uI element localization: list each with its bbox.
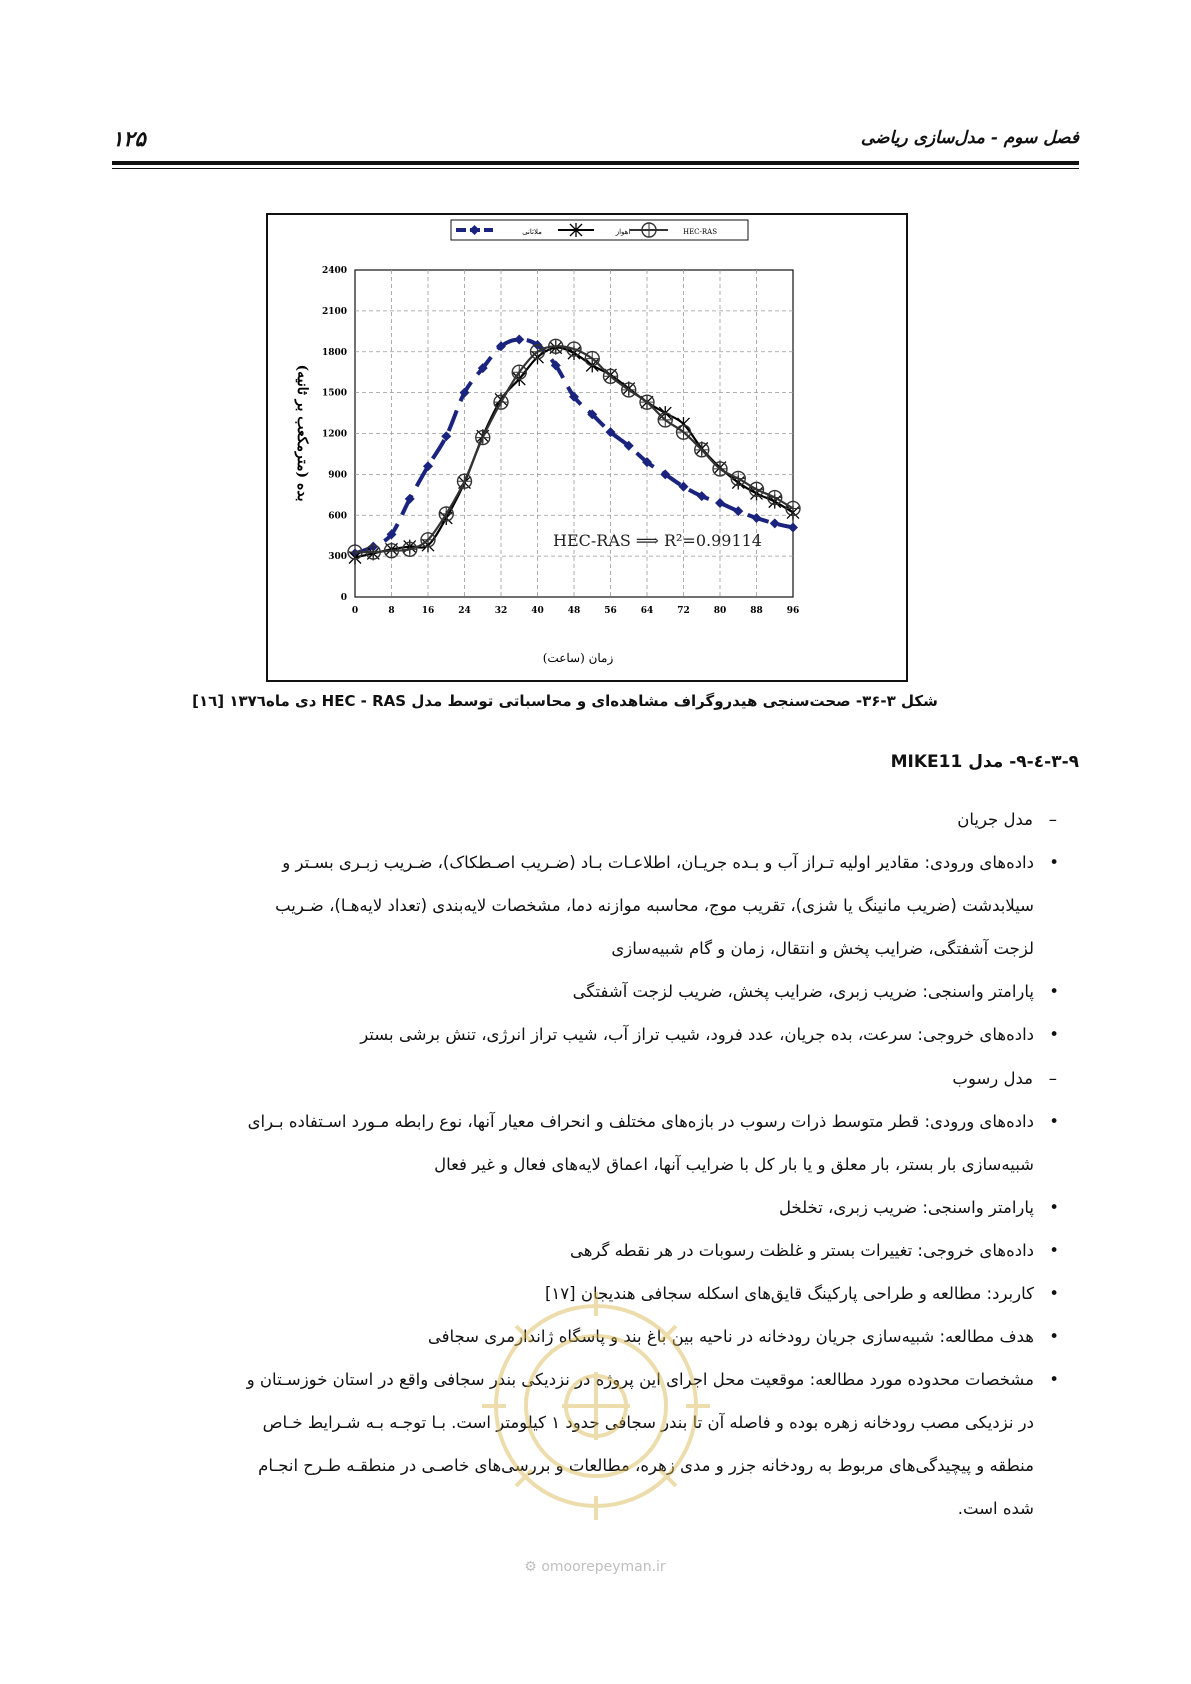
axis-ticks xyxy=(322,266,799,616)
study-goal: • هدف مطالعه: شبیه‌سازی جریان رودخانه در ناحیه بین باغ بند و پاسگاه ژاندارمری سجافی xyxy=(427,1327,1034,1346)
chapter-title: فصل سوم - مدل‌سازی ریاضی xyxy=(860,128,1079,148)
y-tick-label: 2100 xyxy=(321,306,347,317)
study-area-line-3: منطقه و پیچیدگی‌های مربوط به رودخانه جزر و مدی زهره، مطالعات و بررسی‌های خاصـی در منطقـه طـرح انجـام xyxy=(258,1456,1034,1475)
diamond-point xyxy=(770,518,780,528)
study-area-line-4: شده است. xyxy=(957,1499,1034,1518)
chart-legend xyxy=(451,220,748,240)
x-tick-label: 72 xyxy=(677,606,690,616)
sediment-output: • داده‌های خروجی: تغییرات بستر و غلظت رسوبات در هر نقطه گرهی xyxy=(569,1241,1034,1260)
x-tick-label: 80 xyxy=(713,606,727,616)
x-tick-label: 96 xyxy=(786,606,800,616)
list-item xyxy=(117,1100,1079,1186)
series-2 xyxy=(348,339,800,559)
flow-model-block xyxy=(117,798,1079,1056)
page-number: ۱۲۵ xyxy=(112,126,146,151)
sediment-input-line-2: شبیه‌سازی بار بستر، بار معلق و یا بار کل با ضرایب آنها، اعماق لایه‌های فعال و غیر فعال xyxy=(434,1155,1034,1174)
legend-label: اهواز xyxy=(615,228,631,236)
x-tick-label: 16 xyxy=(421,606,435,616)
watermark-url: ⚙ omoorepeyman.ir xyxy=(524,1559,666,1575)
section-heading: ۳-۹-٤-۹- مدل MIKE11 xyxy=(890,752,1079,772)
header-rule-thin xyxy=(112,168,1079,169)
flow-calibration: • پارامتر واسنجی: ضریب زبری، ضرایب پخش، ضریب لزجت آشفتگی xyxy=(572,982,1034,1001)
study-area-line-1: • مشخصات محدوده مورد مطالعه: موقعیت محل اجرای این پروژه در نزدیکی بندر سجافی واقع در استان خوزسـتان و xyxy=(246,1370,1034,1389)
y-tick-label: 2400 xyxy=(321,266,347,276)
diamond-point xyxy=(514,334,524,344)
gear-logo-icon xyxy=(462,1272,730,1540)
legend-label: ملاثانی xyxy=(522,228,542,236)
header-rule-thick xyxy=(112,161,1079,165)
sediment-model-title-text: مدل رسوب xyxy=(952,1069,1033,1088)
y-tick-label: 900 xyxy=(328,470,347,481)
y-tick-label: 1800 xyxy=(321,347,347,358)
x-tick-label: 8 xyxy=(388,606,395,616)
study-area-line-2: در نزدیکی مصب رودخانه زهره بوده و فاصله آن تا بندر سجافی حدود ۱ کیلومتر است. بـا توجـه بـه شـرایط خـاص xyxy=(262,1413,1034,1432)
y-tick-label: 300 xyxy=(328,552,347,563)
flow-model-title: – مدل جریان xyxy=(957,810,1057,829)
list-item xyxy=(117,841,1079,970)
x-axis-label: زمان (ساعت) xyxy=(542,651,614,665)
sediment-model-title: – مدل رسوب xyxy=(952,1069,1057,1088)
x-tick-label: 56 xyxy=(604,606,617,616)
flow-input-line-3: لزجت آشفتگی، ضرایب پخش و انتقال، زمان و گام شبیه‌سازی xyxy=(611,939,1034,958)
x-tick-label: 48 xyxy=(567,606,581,616)
flow-input-line-1: • داده‌های ورودی: مقادیر اولیه تـراز آب و بـده جریـان، اطلاعـات بـاد (ضـریب اصـطکاک)، ضـریب زبـری بسـتر و xyxy=(282,853,1034,872)
flow-output: • داده‌های خروجی: سرعت، بده جریان، عدد فرود، شیب تراز آب، شیب تراز انرژی، تنش برشی بستر xyxy=(360,1025,1034,1044)
flow-input-line-2: سیلابدشت (ضریب مانینگ یا شزی)، تقریب موج، محاسبه موازنه دما، مشخصات لایه‌بندی (تعداد لایه‌هـا)، ضـریب xyxy=(275,896,1034,915)
y-tick-label: 1500 xyxy=(321,388,347,399)
watermark-logo xyxy=(462,1272,730,1540)
y-axis-label: بده (مترمکعب بر ثانیه) xyxy=(294,364,310,502)
flow-model-title-text: مدل جریان xyxy=(957,810,1033,829)
x-tick-label: 32 xyxy=(494,606,508,616)
legend-label: HEC-RAS xyxy=(682,228,718,236)
x-tick-label: 24 xyxy=(458,606,471,616)
y-tick-label: 600 xyxy=(328,511,347,522)
y-tick-label: 0 xyxy=(340,593,347,603)
list-item xyxy=(117,1186,1079,1229)
watermark-url-text: omoorepeyman.ir xyxy=(541,1559,666,1575)
diamond-point xyxy=(752,513,762,523)
sediment-calibration: • پارامتر واسنجی: ضریب زبری، تخلخل xyxy=(778,1198,1034,1217)
figure-frame xyxy=(266,213,908,682)
x-tick-label: 40 xyxy=(531,606,544,616)
x-tick-label: 64 xyxy=(640,606,654,616)
list-item xyxy=(117,970,1079,1013)
list-item xyxy=(117,1229,1079,1272)
figure-caption: شکل ۳-۳۶- صحت‌سنجی هیدروگراف مشاهده‌ای و محاسباتی توسط مدل HEC - RAS دی ماه۱۳۷٦ [١٦] xyxy=(192,692,938,710)
list-item xyxy=(117,1013,1079,1056)
sediment-input-line-1: • داده‌های ورودی: قطر متوسط ذرات رسوب در بازه‌های مختلف و انحراف معیار آنها، نوع رابطه مـورد اسـتفاده بـرای xyxy=(247,1112,1034,1131)
x-tick-label: 0 xyxy=(351,606,359,616)
y-tick-label: 1200 xyxy=(321,429,347,440)
x-tick-label: 88 xyxy=(750,606,763,616)
application: • کاربرد: مطالعه و طراحی پارکینگ قایق‌های اسکله سجافی هندیجان [١٧] xyxy=(544,1284,1034,1303)
r-squared-annotation: HEC-RAS ⟹ R²=0.99114 xyxy=(553,531,762,550)
hydrograph-chart xyxy=(268,215,906,680)
diamond-point xyxy=(788,523,798,533)
